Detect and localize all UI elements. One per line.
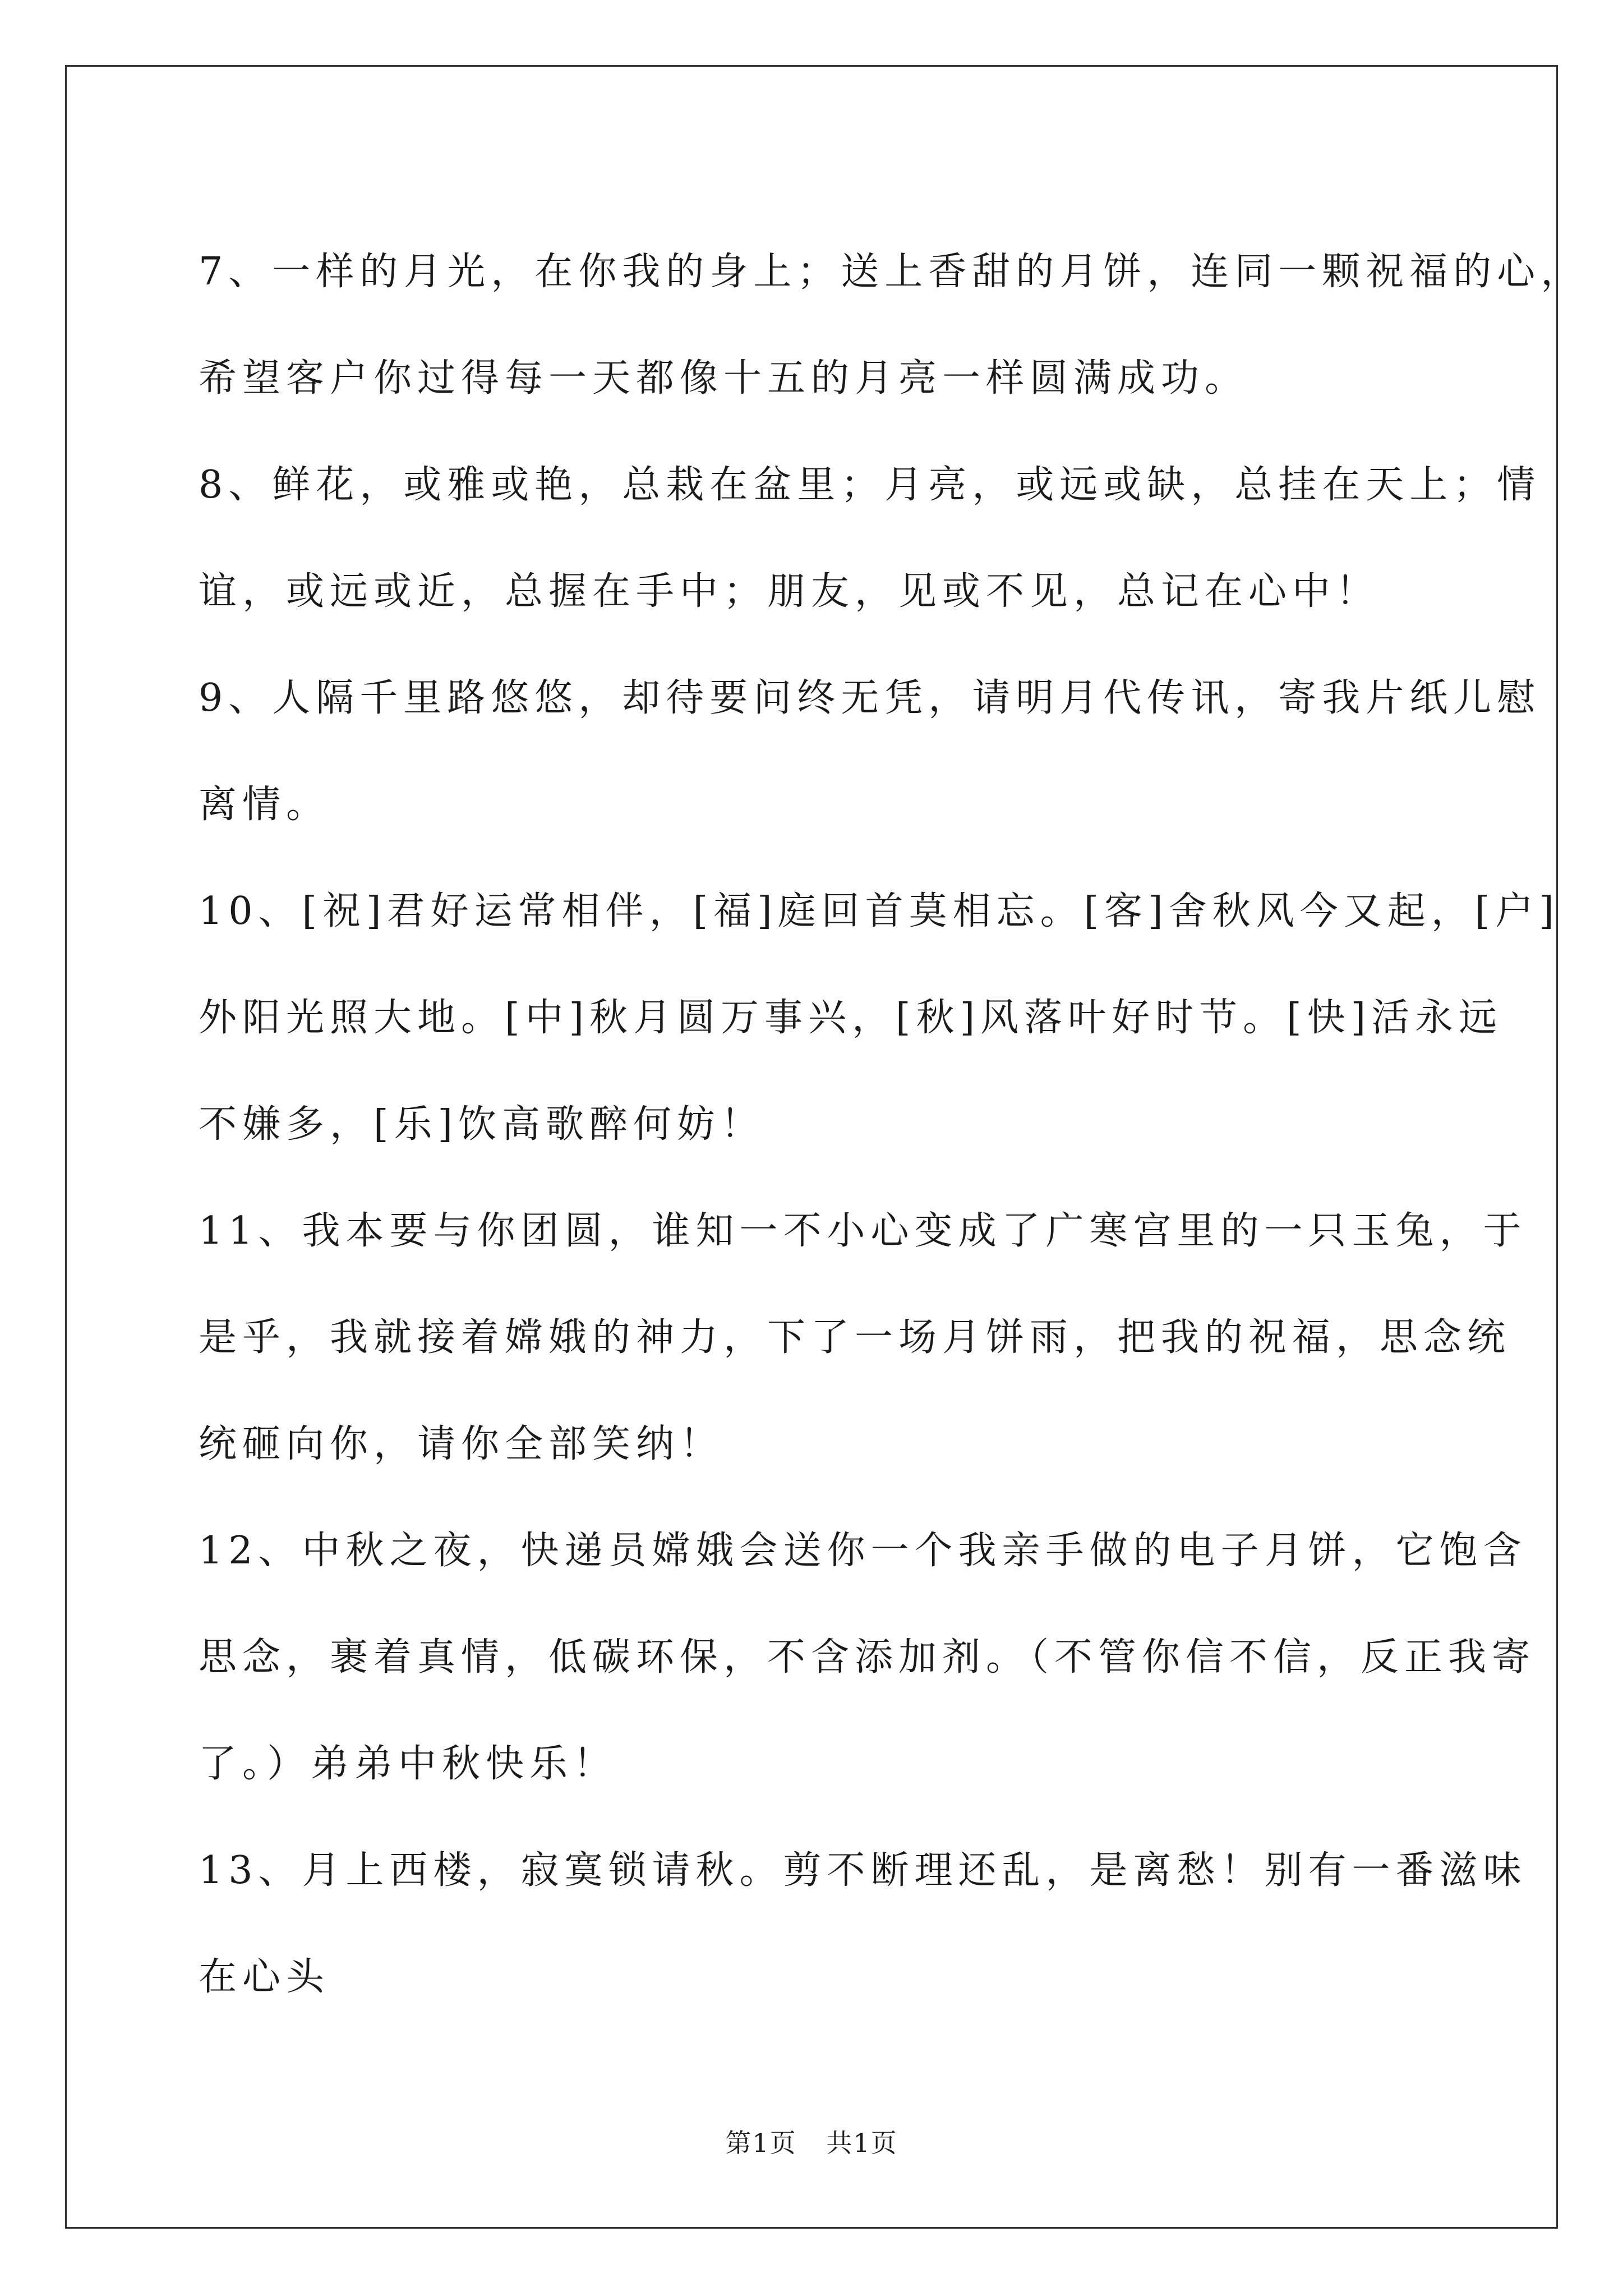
paragraph-11 — [199, 1178, 1527, 1498]
text-line: 统砸向你，请你全部笑纳！ — [199, 1422, 724, 1466]
text-line: 思念，裹着真情，低碳环保，不含添加剂。（不管你信不信，反正我寄 — [199, 1635, 1536, 1680]
text-line: 13、月上西楼，寂寞锁请秋。剪不断理还乱，是离愁！别有一番滋味 — [199, 1848, 1527, 1893]
page-footer — [0, 2126, 1623, 2160]
text-line: 了。）弟弟中秋快乐！ — [199, 1742, 617, 1786]
text-line: 9、人隔千里路悠悠，却待要问终无凭，请明月代传讯，寄我片纸儿慰 — [199, 676, 1541, 720]
text-line: 10、[祝]君好运常相伴，[福]庭回首莫相忘。[客]舍秋风今又起，[户] — [199, 889, 1560, 933]
text-line: 不嫌多，[乐]饮高歌醉何妨！ — [199, 1102, 765, 1147]
text-line: 是乎，我就接着嫦娥的神力，下了一场月饼雨，把我的祝福，思念统 — [199, 1315, 1511, 1360]
text-line: 11、我本要与你团圆，谁知一不小心变成了广寒宫里的一只玉兔，于 — [199, 1209, 1527, 1253]
document-body — [199, 219, 1585, 2031]
text-line: 希望客户你过得每一天都像十五的月亮一样圆满成功。 — [199, 356, 1249, 401]
paragraph-12 — [199, 1498, 1536, 1818]
text-line: 8、鲜花，或雅或艳，总栽在盆里；月亮，或远或缺，总挂在天上；情 — [199, 463, 1541, 507]
text-line: 谊，或远或近，总握在手中；朋友，见或不见，总记在心中！ — [199, 569, 1380, 614]
text-line: 在心头 — [199, 1955, 330, 1999]
paragraph-7 — [199, 219, 1585, 432]
page-number-total: 共1页 — [826, 2128, 898, 2158]
paragraph-8 — [199, 432, 1541, 645]
text-line: 外阳光照大地。[中]秋月圆万事兴，[秋]风落叶好时节。[快]活永远 — [199, 996, 1503, 1040]
text-line: 12、中秋之夜，快递员嫦娥会送你一个我亲手做的电子月饼，它饱含 — [199, 1529, 1527, 1573]
page-number-current: 第1页 — [725, 2128, 797, 2158]
text-line: 7、一样的月光，在你我的身上；送上香甜的月饼，连同一颗祝福的心， — [199, 250, 1585, 294]
paragraph-10 — [199, 858, 1560, 1178]
paragraph-9 — [199, 645, 1541, 858]
paragraph-13 — [199, 1818, 1527, 2031]
text-line: 离情。 — [199, 783, 330, 827]
